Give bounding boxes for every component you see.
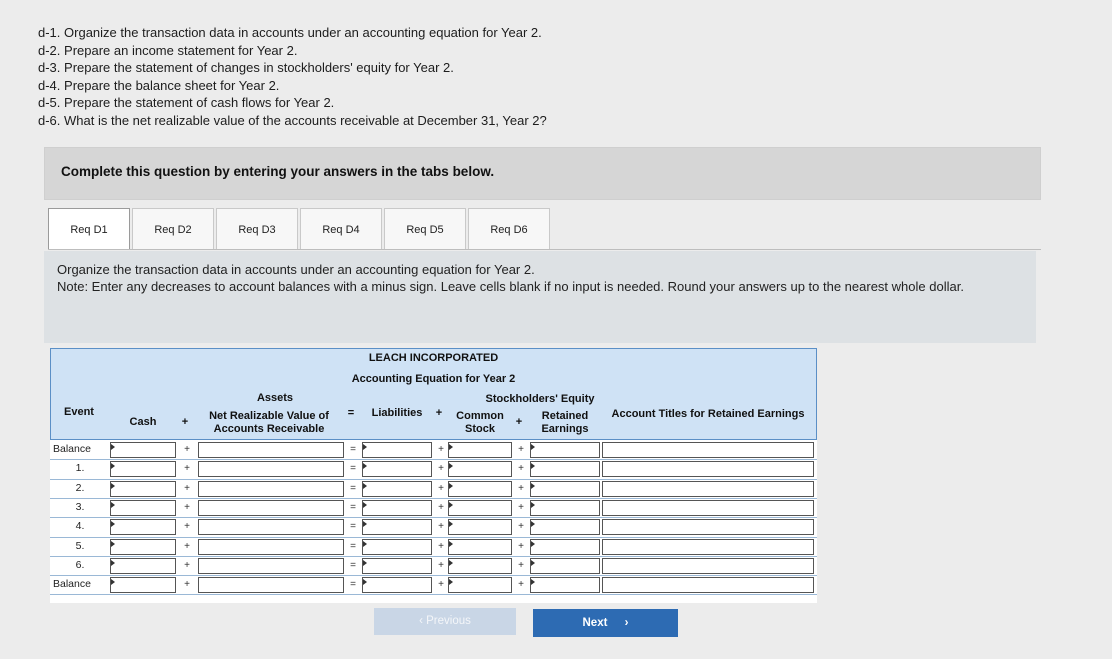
op-plus: + [184, 579, 190, 591]
row-divider [50, 479, 817, 480]
question-item: d-2. Prepare an income statement for Year 2. [38, 42, 298, 58]
header-account-titles: Account Titles for Retained Earnings [611, 408, 805, 420]
op-plus: + [518, 559, 524, 571]
nrv-input[interactable] [198, 500, 344, 516]
chevron-right-icon: › [624, 617, 629, 629]
tab-req-d3[interactable]: Req D3 [216, 208, 298, 250]
nrv-input[interactable] [198, 461, 344, 477]
event-label: 4. [75, 520, 85, 533]
row-divider [50, 459, 817, 460]
retained-earnings-input[interactable] [530, 481, 600, 497]
tab-req-d6[interactable]: Req D6 [468, 208, 550, 250]
banner-text: Complete this question by entering your answers in the tabs below. [61, 164, 495, 179]
cell-marker-icon [363, 483, 367, 489]
op-plus: + [184, 482, 190, 494]
account-title-input[interactable] [602, 461, 814, 477]
cell-marker-icon [363, 463, 367, 469]
op-plus: + [184, 444, 190, 455]
header-nrv: Net Realizable Value of Accounts Receivable [209, 410, 329, 435]
previous-button[interactable] [374, 608, 516, 635]
cell-marker-icon [531, 483, 535, 489]
liabilities-input[interactable] [362, 442, 432, 458]
tab-divider [48, 249, 1041, 250]
liabilities-input[interactable] [362, 519, 432, 535]
op-plus: + [438, 482, 444, 494]
cash-input[interactable] [110, 442, 176, 458]
event-label: Balance [53, 443, 91, 455]
nrv-input[interactable] [198, 519, 344, 535]
common-stock-input[interactable] [448, 481, 512, 497]
op-plus: + [518, 521, 524, 533]
op-equals: = [350, 521, 356, 533]
cell-marker-icon [531, 444, 535, 450]
cash-input[interactable] [110, 577, 176, 593]
op-plus: + [184, 463, 190, 475]
liabilities-input[interactable] [362, 481, 432, 497]
nrv-input[interactable] [198, 558, 344, 574]
common-stock-input[interactable] [448, 558, 512, 574]
nrv-input[interactable] [198, 442, 344, 458]
event-label: Balance [53, 578, 91, 591]
cash-input[interactable] [110, 558, 176, 574]
retained-earnings-input[interactable] [530, 500, 600, 516]
op-equals: = [350, 444, 356, 455]
cell-marker-icon [111, 502, 115, 508]
op-plus: + [184, 540, 190, 552]
cell-marker-icon [449, 560, 453, 566]
question-item: d-5. Prepare the statement of cash flows for Year 2. [38, 95, 335, 111]
cell-marker-icon [531, 521, 535, 527]
cell-marker-icon [111, 521, 115, 527]
common-stock-input[interactable] [448, 519, 512, 535]
cell-marker-icon [531, 502, 535, 508]
op-plus: + [438, 444, 444, 455]
liabilities-input[interactable] [362, 558, 432, 574]
op-plus: + [438, 501, 444, 513]
next-label: Next [582, 617, 608, 629]
op-plus: + [438, 559, 444, 571]
op-plus: + [438, 521, 444, 533]
accounting-equation-table [50, 348, 817, 603]
op-equals: = [350, 501, 356, 513]
tab-req-d1[interactable]: Req D1 [48, 208, 130, 250]
cell-marker-icon [449, 541, 453, 547]
account-title-input[interactable] [602, 577, 814, 593]
cell-marker-icon [111, 463, 115, 469]
op-equals-header: = [347, 407, 355, 419]
cash-input[interactable] [110, 539, 176, 555]
op-plus: + [518, 444, 524, 455]
event-label: 1. [75, 462, 85, 475]
nrv-input[interactable] [198, 481, 344, 497]
table-subtitle: Accounting Equation for Year 2 [351, 373, 516, 385]
event-label: 3. [75, 500, 85, 513]
tab-req-d4[interactable]: Req D4 [300, 208, 382, 250]
instruction-panel [44, 251, 1036, 343]
event-label: 2. [75, 481, 85, 494]
chevron-left-icon: ‹ [419, 615, 423, 627]
op-plus-header: + [515, 416, 523, 428]
cell-marker-icon [363, 521, 367, 527]
account-title-input[interactable] [602, 500, 814, 516]
cell-marker-icon [363, 579, 367, 585]
op-plus-header: + [435, 407, 443, 419]
row-divider [50, 556, 817, 557]
previous-label: Previous [426, 615, 471, 627]
instruction-banner [44, 147, 1041, 200]
nrv-input[interactable] [198, 539, 344, 555]
cash-input[interactable] [110, 461, 176, 477]
cell-marker-icon [111, 560, 115, 566]
cell-marker-icon [531, 463, 535, 469]
question-item: d-3. Prepare the statement of changes in stockholders' equity for Year 2. [38, 60, 454, 76]
op-plus: + [184, 521, 190, 533]
common-stock-input[interactable] [448, 442, 512, 458]
header-liabilities: Liabilities [371, 407, 423, 419]
cell-marker-icon [449, 483, 453, 489]
op-equals: = [350, 482, 356, 494]
op-plus: + [438, 463, 444, 475]
nrv-input[interactable] [198, 577, 344, 593]
retained-earnings-input[interactable] [530, 461, 600, 477]
header-event: Event [64, 406, 94, 418]
cell-marker-icon [363, 541, 367, 547]
op-plus: + [184, 501, 190, 513]
cell-marker-icon [531, 560, 535, 566]
cell-marker-icon [531, 579, 535, 585]
cell-marker-icon [531, 541, 535, 547]
header-stockholders-equity: Stockholders' Equity [485, 393, 595, 405]
cell-marker-icon [363, 444, 367, 450]
cell-marker-icon [449, 463, 453, 469]
liabilities-input[interactable] [362, 539, 432, 555]
account-title-input[interactable] [602, 558, 814, 574]
retained-earnings-input[interactable] [530, 539, 600, 555]
retained-earnings-input[interactable] [530, 519, 600, 535]
tab-req-d5[interactable]: Req D5 [384, 208, 466, 250]
cell-marker-icon [449, 521, 453, 527]
next-button[interactable] [533, 609, 678, 637]
liabilities-input[interactable] [362, 577, 432, 593]
account-title-input[interactable] [602, 519, 814, 535]
cell-marker-icon [111, 541, 115, 547]
op-plus: + [518, 482, 524, 494]
account-title-input[interactable] [602, 539, 814, 555]
liabilities-input[interactable] [362, 461, 432, 477]
cash-input[interactable] [110, 519, 176, 535]
question-item: d-6. What is the net realizable value of the accounts receivable at December 31, Year 2? [38, 112, 547, 128]
op-plus: + [518, 463, 524, 475]
retained-earnings-input[interactable] [530, 577, 600, 593]
company-name: LEACH INCORPORATED [368, 352, 499, 364]
op-equals: = [350, 540, 356, 552]
header-retained-earnings: Retained Earnings [541, 410, 589, 435]
cell-marker-icon [363, 502, 367, 508]
op-plus: + [184, 559, 190, 571]
op-plus: + [518, 579, 524, 591]
cash-input[interactable] [110, 481, 176, 497]
op-plus: + [438, 579, 444, 591]
instruction-line: Organize the transaction data in accounts under an accounting equation for Year 2. [57, 262, 535, 277]
retained-earnings-input[interactable] [530, 558, 600, 574]
event-label: 5. [75, 539, 85, 552]
common-stock-input[interactable] [448, 500, 512, 516]
cell-marker-icon [449, 579, 453, 585]
cash-input[interactable] [110, 500, 176, 516]
row-divider [50, 498, 817, 499]
op-equals: = [350, 579, 356, 591]
op-equals: = [350, 463, 356, 475]
op-equals: = [350, 559, 356, 571]
event-label: 6. [75, 558, 85, 571]
cell-marker-icon [449, 502, 453, 508]
tab-req-d2[interactable]: Req D2 [132, 208, 214, 250]
cell-marker-icon [363, 560, 367, 566]
retained-earnings-input[interactable] [530, 442, 600, 458]
header-common-stock: Common Stock [456, 410, 504, 435]
cell-marker-icon [111, 579, 115, 585]
cell-marker-icon [449, 444, 453, 450]
cell-marker-icon [111, 483, 115, 489]
header-assets: Assets [256, 392, 294, 404]
question-item: d-1. Organize the transaction data in accounts under an accounting equation for Year 2. [38, 25, 542, 40]
op-plus-header: + [181, 416, 189, 428]
account-title-input[interactable] [602, 481, 814, 497]
common-stock-input[interactable] [448, 539, 512, 555]
op-plus: + [518, 501, 524, 513]
instruction-note: Note: Enter any decreases to account balances with a minus sign. Leave cells blank if no input is needed. Round your answers up to the nearest whole dollar. [57, 279, 964, 294]
common-stock-input[interactable] [448, 461, 512, 477]
cell-marker-icon [111, 444, 115, 450]
question-list [38, 24, 547, 130]
op-plus: + [518, 540, 524, 552]
header-cash: Cash [129, 416, 157, 428]
row-divider [50, 575, 817, 576]
op-plus: + [438, 540, 444, 552]
liabilities-input[interactable] [362, 500, 432, 516]
row-divider [50, 594, 817, 595]
row-divider [50, 537, 817, 538]
account-title-input[interactable] [602, 442, 814, 458]
row-divider [50, 517, 817, 518]
question-item: d-4. Prepare the balance sheet for Year 2. [38, 77, 280, 93]
common-stock-input[interactable] [448, 577, 512, 593]
